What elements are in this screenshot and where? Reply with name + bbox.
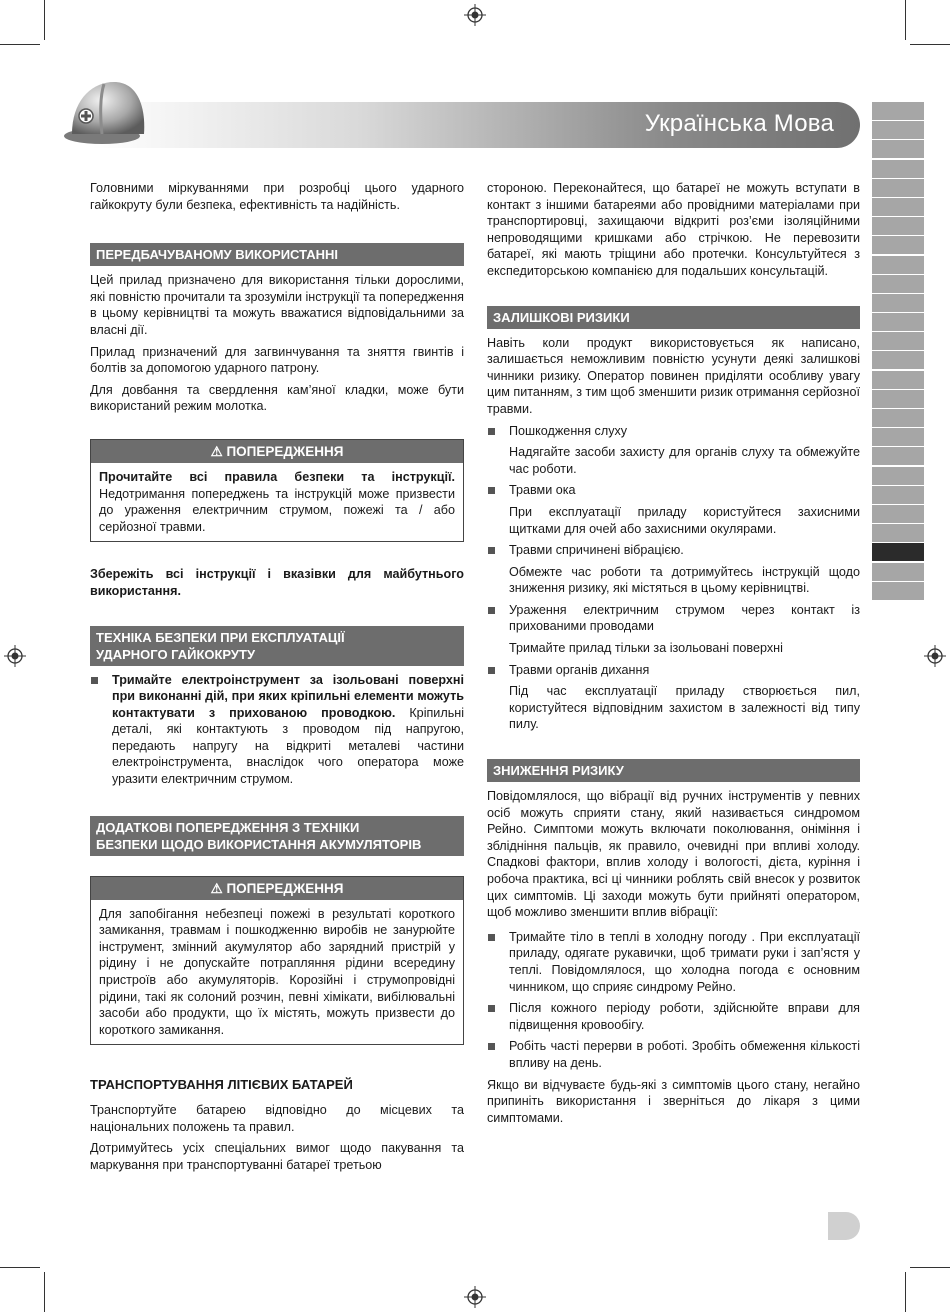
section-heading-safety: [90, 626, 464, 666]
list-item-description: Надягайте засоби захисту для органів слуху та обмежуйте час роботи.: [509, 445, 860, 476]
list-item-title: Травми спричинені вібрацією.: [509, 543, 684, 558]
warning-title: ПОПЕРЕДЖЕННЯ: [226, 443, 344, 459]
list-item-description: Обмежте час роботи та дотримуйтесь інструкцій щодо зниження ризику, які містяться в цьому керівництві.: [509, 564, 860, 596]
warning-body: Для запобігання небезпеці пожежі в результаті короткого замикання, травмам і пошкодженню виробів не занурюйте інструмент, змінний акумулятор або зарядний пристрій у рідину і не допускайте потрапляння рідини всередину пристроїв або акумуляторів. Корозійні і струмопровідні рідини, такі як солоний розчин, певні хімікати, вибілювальні засоби або продукти, що їх містять, можуть призвести до короткого замикання.: [99, 906, 455, 1037]
section-heading-risk-reduction: ЗНИЖЕННЯ РИЗИКУ: [487, 759, 860, 782]
language-tab[interactable]: [872, 160, 924, 178]
safety-list: [90, 672, 464, 788]
warning-box: [90, 439, 464, 542]
paragraph: Цей прилад призначено для використання тільки дорослими, які повністю прочитали та зрозуміли інструкції та попередження в цьому керівництві та можуть вважатися відповідальними за власні дії.: [90, 273, 464, 337]
residual-risks-list: [487, 423, 860, 440]
list-item-text: Тримайте тіло в теплі в холодну погоду . При експлуатації приладу, одягате рукавички, щоб тримати руки і зап’ястя у теплі. Повідомлялося, що холодна погода є основним чинником, що сприяє синдрому Рейно.: [509, 929, 860, 994]
warning-bold-text: Прочитайте всі правила безпеки та інструкції.: [99, 469, 455, 484]
list-item: [487, 1038, 860, 1071]
residual-risks-list: [487, 482, 860, 499]
crop-mark: [905, 1272, 906, 1312]
language-tab[interactable]: [872, 102, 924, 120]
list-item: [487, 482, 860, 499]
residual-risks-list: [487, 542, 860, 559]
registration-mark-icon: [4, 645, 26, 667]
page-number-tab: [828, 1212, 860, 1240]
risk-reduction-list: [487, 929, 860, 1072]
paragraph: Повідомлялося, що вібрації від ручних інструментів у певних осіб можуть сприяти стану, який називається синдромом Рейно. Симптоми можуть включати поколювання, оніміння і зблідніння пальців, як правило, очевидні при впливі холоду. Спадкові фактори, вплив холоду і вологості, дієта, куріння і робоча практика, всі ці чинники роблять свій внесок у розвиток цих симптомів. Ці заходи можуть бути прийняті оператором, щоб можливо зменшити вплив вібрації:: [487, 789, 860, 920]
language-tab[interactable]: [872, 121, 924, 139]
language-tab[interactable]: [872, 486, 924, 504]
heading-line: ДОДАТКОВІ ПОПЕРЕДЖЕННЯ З ТЕХНІКИ: [96, 819, 360, 835]
language-tab[interactable]: [872, 179, 924, 197]
safety-helmet-icon: [60, 76, 150, 148]
list-item: [90, 672, 464, 788]
save-instructions-note: Збережіть всі інструкції і вказівки для майбутнього використання.: [90, 567, 464, 598]
paragraph: Прилад призначений для загвинчування та зняття гвинтів і болтів за допомогою ударного патрону.: [90, 344, 464, 376]
crop-mark: [0, 44, 40, 45]
residual-risks-list: [487, 602, 860, 635]
bullet-icon: [488, 428, 495, 435]
language-tab[interactable]: [872, 371, 924, 389]
residual-risks-list: [487, 662, 860, 679]
right-column: [487, 180, 860, 1131]
language-tab[interactable]: [872, 505, 924, 523]
bullet-icon: [488, 667, 495, 674]
crop-mark: [0, 1267, 40, 1268]
bullet-icon: [91, 677, 98, 684]
registration-mark-icon: [464, 4, 486, 26]
paragraph: Навіть коли продукт використовується як написано, залишається неможливим повністю усунути деякі залишкові чинники ризику. Оператор повинен приділяти особливу увагу цим питанням, з тим щоб зменшити ризик отримання серйозної травми.: [487, 335, 860, 416]
registration-mark-icon: [464, 1286, 486, 1308]
language-tab[interactable]: [872, 198, 924, 216]
warning-header: [91, 440, 463, 463]
paragraph: Транспортуйте батарею відповідно до місцевих та національних положень та правил.: [90, 1103, 464, 1134]
warning-box: [90, 876, 464, 1046]
language-tab[interactable]: [872, 390, 924, 408]
language-tab[interactable]: [872, 351, 924, 369]
section-heading-battery: [90, 816, 464, 856]
language-tab[interactable]: [872, 294, 924, 312]
paragraph: стороною. Переконайтеся, що батареї не можуть вступати в контакт з іншими батареями або провідними матеріалами при транспортировці, захищаючи відкриті роз’єми ізоляційними непроводящими кришками або стрічкою. Не перевозити батареї, які мають тріщини або протечки. Консультуйтеся з експедиторською компанією для подальших консультацій.: [487, 181, 860, 278]
list-item-description: Під час експлуатації приладу створюється пил, користуйтеся відповідним захистом в залежності від типу пилу.: [509, 684, 860, 732]
language-tab[interactable]: [872, 217, 924, 235]
list-item-text: Після кожного періоду роботи, здійснюйте вправи для підвищення кровообігу.: [509, 1001, 860, 1032]
language-tab[interactable]: [872, 428, 924, 446]
warning-triangle-icon: ⚠: [210, 443, 223, 459]
list-item: [487, 662, 860, 679]
heading-line: ТЕХНІКА БЕЗПЕКИ ПРИ ЕКСПЛУАТАЦІЇ: [96, 629, 345, 645]
list-item-title: Травми ока: [509, 483, 576, 498]
language-tab[interactable]: [872, 236, 924, 254]
intro-paragraph: Головними міркуваннями при розробці цього ударного гайкокруту були безпека, ефективність та надійність.: [90, 181, 464, 212]
section-heading-residual-risks: ЗАЛИШКОВІ РИЗИКИ: [487, 306, 860, 329]
crop-mark: [44, 1272, 45, 1312]
list-item-bold: Тримайте електроінструмент за ізольовані поверхні при виконанні дій, при яких кріпильні елементи можуть контактувати з прихованою проводкою.: [112, 672, 464, 720]
list-item: [487, 423, 860, 440]
section-heading-intended-use: ПЕРЕДБАЧУВАНОМУ ВИКОРИСТАННІ: [90, 243, 464, 266]
warning-title: ПОПЕРЕДЖЕННЯ: [226, 880, 344, 896]
paragraph: Якщо ви відчуваєте будь-які з симптомів цього стану, негайно припиніть використання і зверніться до лікаря з цими симптомами.: [487, 1077, 860, 1125]
heading-line: УДАРНОГО ГАЙКОКРУТУ: [96, 646, 256, 662]
warning-body: [91, 463, 463, 541]
bullet-icon: [488, 487, 495, 494]
crop-mark: [910, 1267, 950, 1268]
language-tab[interactable]: [872, 582, 924, 600]
crop-mark: [905, 0, 906, 40]
list-item: [487, 542, 860, 559]
warning-triangle-icon: ⚠: [210, 880, 223, 896]
language-tab[interactable]: [872, 332, 924, 350]
bullet-icon: [488, 607, 495, 614]
language-tab[interactable]: [872, 409, 924, 427]
bullet-icon: [488, 1043, 495, 1050]
list-item-title: Пошкодження слуху: [509, 423, 628, 438]
header-bar: [92, 102, 860, 148]
bullet-icon: [488, 934, 495, 941]
list-item-text: Робіть часті перерви в роботі. Зробіть обмеження кількості впливу на день.: [509, 1039, 860, 1070]
language-tab[interactable]: [872, 447, 924, 465]
list-item-description: Тримайте прилад тільки за ізольовані поверхні: [509, 641, 783, 656]
list-item-text: Кріпильні деталі, які контактують з проводом під напругою, передають напругу на відкриті металеві частини електроінструмента, внаслідок чого оператора може уразити електричним струмом.: [112, 705, 465, 787]
language-tab[interactable]: [872, 563, 924, 581]
warning-text: Недотримання попереджень та інструкцій може призвести до ураження електричним струмом, пожежі та / або серйозної травми.: [99, 486, 455, 534]
language-tab[interactable]: [872, 140, 924, 158]
list-item-title: Ураження електричним струмом через контакт із прихованими проводами: [509, 602, 860, 634]
crop-mark: [44, 0, 45, 40]
section-heading-transport: ТРАНСПОРТУВАННЯ ЛІТІЄВИХ БАТАРЕЙ: [90, 1077, 353, 1093]
paragraph: Дотримуйтесь усіх спеціальних вимог щодо пакування та маркування при транспортуванні батареї третьою: [90, 1141, 464, 1172]
list-item: [487, 929, 860, 995]
list-item: [487, 1000, 860, 1033]
list-item-title: Травми органів дихання: [509, 662, 650, 677]
list-item: [487, 602, 860, 635]
language-tab[interactable]: [872, 275, 924, 293]
language-tab-active[interactable]: [872, 543, 924, 561]
language-tab[interactable]: [872, 313, 924, 331]
language-tabs: [872, 102, 924, 601]
page-title: Українська Мова: [644, 110, 834, 137]
bullet-icon: [488, 547, 495, 554]
heading-line: БЕЗПЕКИ ЩОДО ВИКОРИСТАННЯ АКУМУЛЯТОРІВ: [96, 836, 422, 852]
language-tab[interactable]: [872, 256, 924, 274]
language-tab[interactable]: [872, 467, 924, 485]
list-item-description: При експлуатації приладу користуйтеся захисними щитками для очей або захисними окулярами.: [509, 504, 860, 536]
crop-mark: [910, 44, 950, 45]
bullet-icon: [488, 1005, 495, 1012]
warning-header: [91, 877, 463, 900]
paragraph: Для довбання та свердлення кам’яної кладки, може бути використаний режим молотка.: [90, 382, 464, 414]
registration-mark-icon: [924, 645, 946, 667]
left-column: [90, 180, 464, 1178]
language-tab[interactable]: [872, 524, 924, 542]
